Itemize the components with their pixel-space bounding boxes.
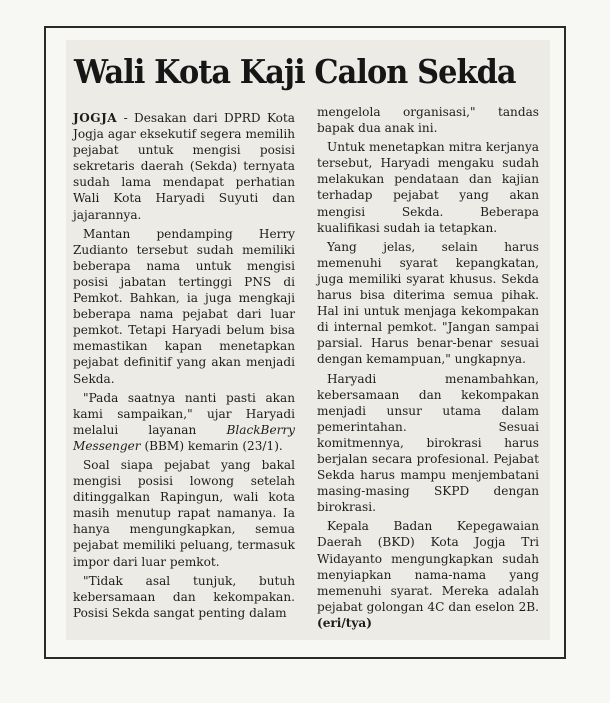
quote-text: "Pada saatnya nanti pasti akan kami sampaikan," ujar Haryadi melalui layanan bbox=[73, 390, 295, 437]
author-credit: (eri/tya) bbox=[317, 615, 372, 630]
dateline: JOGJA bbox=[73, 111, 118, 125]
article-paragraph: mengelola organisasi," tandas bapak dua anak ini. bbox=[317, 105, 539, 136]
article-paragraph: Untuk menetapkan mitra kerjanya tersebut, Haryadi mengaku sudah melakukan pendataan dan kajian terhadap pejabat yang akan mengisi Sekda. Beberapa kualifikasi sudah ia tetapkan. bbox=[317, 140, 539, 235]
article-column-left bbox=[73, 110, 295, 624]
article-paragraph bbox=[73, 110, 295, 223]
paragraph-text: - Desakan dari DPRD Kota Jogja agar eksekutif segera memilih pejabat untuk mengisi posisi sekretaris daerah (Sekda) ternyata sudah lama mendapat perhatian Wali Kota Haryadi Suyuti dan jajarannya. bbox=[73, 111, 295, 222]
paragraph-text: Kepala Badan Kepegawaian Daerah (BKD) Kota Jogja Tri Widayanto mengungkapkan sudah menyiapkan nama-nama yang memenuhi syarat. Mereka adalah pejabat golongan 4C dan eselon 2B. bbox=[317, 519, 539, 614]
article-paragraph: Soal siapa pejabat yang bakal mengisi posisi lowong setelah ditinggalkan Rapingun, wali kota masih menutup rapat namanya. Ia hanya mengungkapkan, semua pejabat memiliki peluang, termasuk impor dari luar pemkot. bbox=[73, 457, 295, 569]
quote-text-end: (BBM) kemarin (23/1). bbox=[140, 438, 283, 453]
italic-term: BlackBerry Messenger bbox=[73, 422, 295, 453]
article-paragraph: Haryadi menambahkan, kebersamaan dan kekompakan menjadi unsur utama dalam pemerintahan. Sesuai komitmennya, birokrasi harus berjalan secara profesional. Pejabat Sekda harus mampu menjembatani masing-masing SKPD dengan birokrasi. bbox=[317, 371, 539, 515]
article-paragraph: Yang jelas, selain harus memenuhi syarat kepangkatan, juga memiliki syarat khusus. Sekda harus bisa diterima semua pihak. Hal ini untuk menjaga kekompakan di internal pemkot. "Jangan sampai parsial. Harus benar-benar sesuai dengan kemampuan," ungkapnya. bbox=[317, 239, 539, 367]
article-paragraph: "Tidak asal tunjuk, butuh kebersamaan dan kekompakan. Posisi Sekda sangat penting dalam bbox=[73, 573, 295, 620]
article-column-right bbox=[317, 104, 539, 634]
article-paragraph: Mantan pendamping Herry Zudianto tersebut sudah memiliki beberapa nama untuk mengisi posisi jabatan tertinggi PNS di Pemkot. Bahkan, ia juga mengkaji beberapa nama pejabat dari luar pemkot. Tetapi Haryadi belum bisa memastikan kapan menetapkan pejabat definitif yang akan menjadi Sekda. bbox=[73, 226, 295, 386]
article-paragraph bbox=[73, 390, 295, 454]
article-headline: Wali Kota Kaji Calon Sekda bbox=[74, 52, 516, 91]
article-paragraph bbox=[317, 518, 539, 631]
